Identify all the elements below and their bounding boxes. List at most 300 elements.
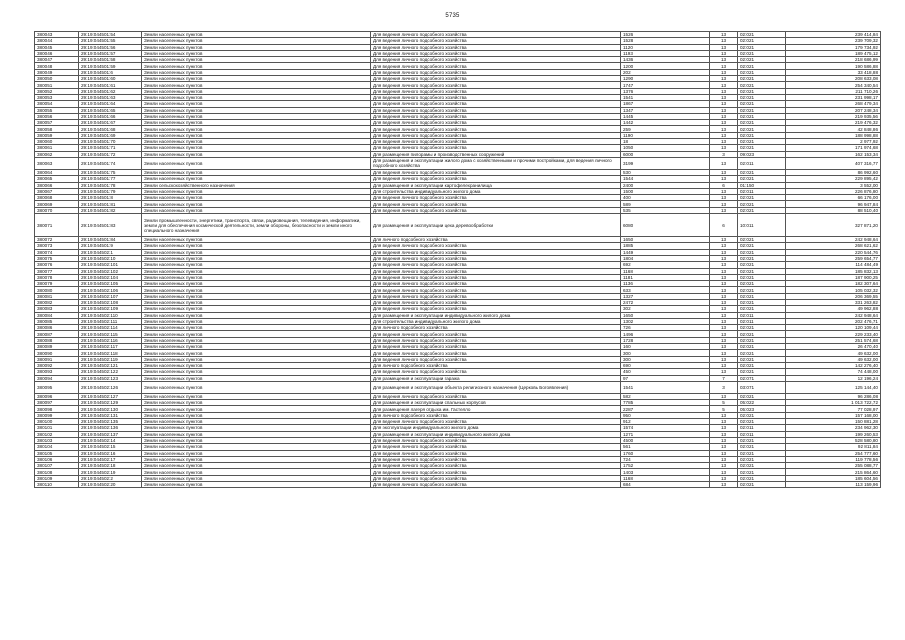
land-category-cell: Земли населенных пунктов bbox=[142, 287, 371, 293]
use-code-cell: 02:021 bbox=[738, 44, 786, 50]
cadastral-number-cell: 29:19:044501:77 bbox=[79, 176, 142, 182]
use-code-cell: 02:021 bbox=[738, 262, 786, 268]
area-cell: 1436 bbox=[621, 57, 710, 63]
table-row bbox=[35, 482, 881, 488]
area-cell: 1728 bbox=[621, 337, 710, 343]
area-cell: 724 bbox=[621, 456, 710, 462]
cadastral-number-cell: 29:19:044501:81 bbox=[79, 201, 142, 207]
area-cell: 535 bbox=[621, 207, 710, 213]
cadastral-value-cell: 142 276,40 bbox=[786, 362, 881, 368]
area-cell: 6000 bbox=[621, 151, 710, 157]
permitted-use-cell: Для личного подсобного хозяйства bbox=[371, 237, 621, 243]
cadastral-value-cell: 114 484,49 bbox=[786, 262, 881, 268]
table-row bbox=[35, 249, 881, 255]
permitted-use-cell: Для ведения личного подсобного хозяйства bbox=[371, 44, 621, 50]
row-number-cell: 380086 bbox=[35, 325, 79, 331]
permitted-use-cell: Для личного подсобного хозяйства bbox=[371, 362, 621, 368]
cadastral-value-cell: 254 340,54 bbox=[786, 82, 881, 88]
table-row bbox=[35, 188, 881, 194]
table-row bbox=[35, 431, 881, 437]
area-cell: 160 bbox=[621, 344, 710, 350]
row-number-cell: 380101 bbox=[35, 425, 79, 431]
use-code-cell: 02:021 bbox=[738, 107, 786, 113]
use-code-cell: 02:011 bbox=[738, 188, 786, 194]
cadastral-number-cell: 29:19:044502:117 bbox=[79, 344, 142, 350]
land-category-cell: Земли населенных пунктов bbox=[142, 243, 371, 249]
area-cell: 1376 bbox=[621, 88, 710, 94]
cadastral-number-cell: 29:19:044501:79 bbox=[79, 188, 142, 194]
group-cell: 13 bbox=[710, 69, 738, 75]
permitted-use-cell: Для ведения личного подсобного хозяйства bbox=[371, 57, 621, 63]
land-category-cell: Земли населенных пунктов bbox=[142, 437, 371, 443]
land-category-cell: Земли населенных пунктов bbox=[142, 331, 371, 337]
cadastral-number-cell: 29:19:044502:110 bbox=[79, 312, 142, 318]
cadastral-value-cell: 229 895,42 bbox=[786, 176, 881, 182]
use-code-cell: 02:021 bbox=[738, 475, 786, 481]
cadastral-number-cell: 29:19:044502:126 bbox=[79, 381, 142, 393]
cadastral-value-cell: 219 476,32 bbox=[786, 120, 881, 126]
land-category-cell: Земли сельскохозяйственного назначения bbox=[142, 182, 371, 188]
cadastral-number-cell: 29:19:044501:61 bbox=[79, 82, 142, 88]
use-code-cell: 05:022 bbox=[738, 400, 786, 406]
land-category-cell: Земли населенных пунктов bbox=[142, 463, 371, 469]
row-number-cell: 380055 bbox=[35, 107, 79, 113]
cadastral-value-cell: 88 510,40 bbox=[786, 207, 881, 213]
permitted-use-cell: Для размещения и эксплуатации спальных корпусов bbox=[371, 400, 621, 406]
area-cell: 1193 bbox=[621, 50, 710, 56]
cadastral-number-cell: 29:19:044501:71 bbox=[79, 145, 142, 151]
land-category-cell: Земли населенных пунктов bbox=[142, 107, 371, 113]
cadastral-value-cell: 188 998,88 bbox=[786, 132, 881, 138]
area-cell: 1302 bbox=[621, 318, 710, 324]
land-category-cell: Земли населенных пунктов bbox=[142, 456, 371, 462]
table-row bbox=[35, 318, 881, 324]
use-code-cell: 02:011 bbox=[738, 431, 786, 437]
use-code-cell: 02:021 bbox=[738, 88, 786, 94]
use-code-cell: 02:021 bbox=[738, 412, 786, 418]
permitted-use-cell: Для ведения личного подсобного хозяйства bbox=[371, 126, 621, 132]
land-category-cell: Земли населенных пунктов bbox=[142, 176, 371, 182]
table-row bbox=[35, 369, 881, 375]
group-cell: 3 bbox=[710, 151, 738, 157]
use-code-cell: 02:021 bbox=[738, 139, 786, 145]
area-cell: 1449 bbox=[621, 249, 710, 255]
cadastral-number-cell: 29:19:044502:135 bbox=[79, 419, 142, 425]
permitted-use-cell: Для ведения личного подсобного хозяйства bbox=[371, 337, 621, 343]
land-category-cell: Земли промышленности, энергетики, транспорта, связи, радиовещания, телевидения, информатики, земли для обеспечения космической деятельности, земли обороны, безопасности и земли иного специального назначения bbox=[142, 214, 371, 237]
row-number-cell: 380102 bbox=[35, 431, 79, 437]
cadastral-value-cell: 113 159,96 bbox=[786, 482, 881, 488]
row-number-cell: 380080 bbox=[35, 287, 79, 293]
use-code-cell: 02:011 bbox=[738, 425, 786, 431]
row-number-cell: 380106 bbox=[35, 456, 79, 462]
group-cell: 13 bbox=[710, 88, 738, 94]
land-category-cell: Земли населенных пунктов bbox=[142, 120, 371, 126]
cadastral-number-cell: 29:19:044502:14 bbox=[79, 437, 142, 443]
cadastral-number-cell: 29:19:044502:1 bbox=[79, 249, 142, 255]
area-cell: 950 bbox=[621, 412, 710, 418]
land-category-cell: Земли населенных пунктов bbox=[142, 94, 371, 100]
group-cell: 13 bbox=[710, 306, 738, 312]
permitted-use-cell: Для ведения личного подсобного хозяйства bbox=[371, 63, 621, 69]
group-cell: 13 bbox=[710, 318, 738, 324]
cadastral-number-cell: 29:19:044502:16 bbox=[79, 450, 142, 456]
table-row bbox=[35, 425, 881, 431]
use-code-cell: 02:021 bbox=[738, 337, 786, 343]
use-code-cell: 02:021 bbox=[738, 201, 786, 207]
use-code-cell: 02:021 bbox=[738, 57, 786, 63]
use-code-cell: 02:021 bbox=[738, 120, 786, 126]
cadastral-value-cell: 234 962,30 bbox=[786, 425, 881, 431]
group-cell: 13 bbox=[710, 176, 738, 182]
group-cell: 13 bbox=[710, 76, 738, 82]
permitted-use-cell: Для ведения личного подсобного хозяйства bbox=[371, 331, 621, 337]
permitted-use-cell: Для ведения личного подсобного хозяйства bbox=[371, 50, 621, 56]
table-row bbox=[35, 337, 881, 343]
land-category-cell: Земли населенных пунктов bbox=[142, 293, 371, 299]
cadastral-value-cell: 12 196,24 bbox=[786, 375, 881, 381]
table-row bbox=[35, 393, 881, 399]
row-number-cell: 380087 bbox=[35, 331, 79, 337]
land-category-cell: Земли населенных пунктов bbox=[142, 412, 371, 418]
row-number-cell: 380078 bbox=[35, 274, 79, 280]
cadastral-number-cell: 29:19:044502:107 bbox=[79, 293, 142, 299]
cadastral-number-cell: 29:19:044502:102 bbox=[79, 268, 142, 274]
table-row bbox=[35, 444, 881, 450]
land-category-cell: Земли населенных пунктов bbox=[142, 195, 371, 201]
permitted-use-cell: Для размещения и эксплуатации гаража bbox=[371, 375, 621, 381]
row-number-cell: 380063 bbox=[35, 157, 79, 169]
land-category-cell: Земли населенных пунктов bbox=[142, 469, 371, 475]
cadastral-value-cell: 219 935,56 bbox=[786, 113, 881, 119]
use-code-cell: 02:021 bbox=[738, 482, 786, 488]
group-cell: 13 bbox=[710, 101, 738, 107]
group-cell: 13 bbox=[710, 207, 738, 213]
use-code-cell: 02:021 bbox=[738, 76, 786, 82]
permitted-use-cell: Для ведения личного подсобного хозяйства bbox=[371, 113, 621, 119]
permitted-use-cell: Для ведения личного подсобного хозяйства bbox=[371, 255, 621, 261]
cadastral-number-cell: 29:19:044501:67 bbox=[79, 120, 142, 126]
permitted-use-cell: Для ведения личного подсобного хозяйства bbox=[371, 287, 621, 293]
row-number-cell: 380079 bbox=[35, 281, 79, 287]
cadastral-value-cell: 407 316,77 bbox=[786, 157, 881, 169]
permitted-use-cell: Для размещения лагеря отдыха им. Гастелло bbox=[371, 406, 621, 412]
group-cell: 13 bbox=[710, 469, 738, 475]
area-cell: 1528 bbox=[621, 38, 710, 44]
area-cell: 1747 bbox=[621, 82, 710, 88]
permitted-use-cell: Для ведения личного подсобного хозяйства bbox=[371, 201, 621, 207]
row-number-cell: 380099 bbox=[35, 412, 79, 418]
row-number-cell: 380061 bbox=[35, 145, 79, 151]
row-number-cell: 380074 bbox=[35, 249, 79, 255]
use-code-cell: 02:021 bbox=[738, 132, 786, 138]
use-code-cell: 02:021 bbox=[738, 362, 786, 368]
cadastral-number-cell: 29:19:044502:19 bbox=[79, 469, 142, 475]
row-number-cell: 380069 bbox=[35, 201, 79, 207]
area-cell: 2287 bbox=[621, 406, 710, 412]
use-code-cell: 02:021 bbox=[738, 456, 786, 462]
cadastral-number-cell: 29:19:044502:2 bbox=[79, 475, 142, 481]
group-cell: 5 bbox=[710, 406, 738, 412]
permitted-use-cell: Для ведения личного подсобного хозяйства bbox=[371, 94, 621, 100]
use-code-cell: 02:021 bbox=[738, 243, 786, 249]
land-category-cell: Земли населенных пунктов bbox=[142, 268, 371, 274]
cadastral-number-cell: 29:19:044501:58 bbox=[79, 57, 142, 63]
area-cell: 1500 bbox=[621, 188, 710, 194]
area-cell: 400 bbox=[621, 195, 710, 201]
cadastral-number-cell: 29:19:044501:74 bbox=[79, 157, 142, 169]
table-row bbox=[35, 38, 881, 44]
cadastral-value-cell: 74 448,00 bbox=[786, 369, 881, 375]
cadastral-number-cell: 29:19:044502:137 bbox=[79, 431, 142, 437]
page-number: 5735 bbox=[445, 13, 460, 19]
group-cell: 13 bbox=[710, 195, 738, 201]
permitted-use-cell: Для ведения личного подсобного хозяйства bbox=[371, 169, 621, 175]
table-row bbox=[35, 299, 881, 305]
use-code-cell: 02:021 bbox=[738, 255, 786, 261]
use-code-cell: 02:021 bbox=[738, 249, 786, 255]
land-category-cell: Земли населенных пунктов bbox=[142, 425, 371, 431]
table-row bbox=[35, 113, 881, 119]
area-cell: 1867 bbox=[621, 101, 710, 107]
cadastral-number-cell: 29:19:044501:59 bbox=[79, 63, 142, 69]
cadastral-value-cell: 239 414,84 bbox=[786, 32, 881, 38]
cadastral-number-cell: 29:19:044502:127 bbox=[79, 393, 142, 399]
cadastral-number-cell: 29:19:044502:15 bbox=[79, 444, 142, 450]
row-number-cell: 380085 bbox=[35, 318, 79, 324]
group-cell: 13 bbox=[710, 431, 738, 437]
row-number-cell: 380081 bbox=[35, 293, 79, 299]
table-row bbox=[35, 437, 881, 443]
permitted-use-cell: Для ведения личного подсобного хозяйства bbox=[371, 350, 621, 356]
permitted-use-cell: Для ведения личного подсобного хозяйства bbox=[371, 437, 621, 443]
row-number-cell: 380050 bbox=[35, 76, 79, 82]
land-category-cell: Земли населенных пунктов bbox=[142, 318, 371, 324]
row-number-cell: 380110 bbox=[35, 482, 79, 488]
cadastral-value-cell: 242 948,64 bbox=[786, 237, 881, 243]
cadastral-value-cell: 208 633,08 bbox=[786, 76, 881, 82]
row-number-cell: 380062 bbox=[35, 151, 79, 157]
cadastral-value-cell: 268 621,62 bbox=[786, 243, 881, 249]
cadastral-number-cell: 29:19:044501:57 bbox=[79, 50, 142, 56]
cadastral-value-cell: 86 992,60 bbox=[786, 169, 881, 175]
row-number-cell: 380057 bbox=[35, 120, 79, 126]
group-cell: 13 bbox=[710, 249, 738, 255]
land-category-cell: Земли населенных пунктов bbox=[142, 32, 371, 38]
use-code-cell: 02:071 bbox=[738, 375, 786, 381]
land-category-cell: Земли населенных пунктов bbox=[142, 82, 371, 88]
row-number-cell: 380064 bbox=[35, 169, 79, 175]
row-number-cell: 380075 bbox=[35, 255, 79, 261]
land-category-cell: Земли населенных пунктов bbox=[142, 50, 371, 56]
use-code-cell: 02:021 bbox=[738, 82, 786, 88]
cadastral-value-cell: 162 153,34 bbox=[786, 151, 881, 157]
row-number-cell: 380072 bbox=[35, 237, 79, 243]
area-cell: 300 bbox=[621, 356, 710, 362]
table-row bbox=[35, 331, 881, 337]
land-category-cell: Земли населенных пунктов bbox=[142, 169, 371, 175]
table-row bbox=[35, 375, 881, 381]
table-row bbox=[35, 76, 881, 82]
group-cell: 13 bbox=[710, 274, 738, 280]
use-code-cell: 02:021 bbox=[738, 169, 786, 175]
table-row bbox=[35, 469, 881, 475]
land-category-cell: Земли населенных пунктов bbox=[142, 369, 371, 375]
table-row bbox=[35, 381, 881, 393]
cadastral-value-table bbox=[34, 31, 881, 488]
table-row bbox=[35, 107, 881, 113]
permitted-use-cell: Для ведения личного подсобного хозяйства bbox=[371, 475, 621, 481]
area-cell: 1544 bbox=[621, 176, 710, 182]
cadastral-value-cell: 185 604,56 bbox=[786, 475, 881, 481]
cadastral-number-cell: 29:19:044502:104 bbox=[79, 274, 142, 280]
use-code-cell: 02:021 bbox=[738, 469, 786, 475]
cadastral-number-cell: 29:19:044501:75 bbox=[79, 169, 142, 175]
cadastral-value-cell: 26 470,40 bbox=[786, 344, 881, 350]
cadastral-value-cell: 251 574,68 bbox=[786, 337, 881, 343]
cadastral-value-cell: 66 176,00 bbox=[786, 195, 881, 201]
permitted-use-cell: Для ведения личного подсобного хозяйства bbox=[371, 69, 621, 75]
group-cell: 6 bbox=[710, 182, 738, 188]
use-code-cell: 02:021 bbox=[738, 437, 786, 443]
group-cell: 13 bbox=[710, 38, 738, 44]
area-cell: 692 bbox=[621, 262, 710, 268]
land-category-cell: Земли населенных пунктов bbox=[142, 393, 371, 399]
cadastral-value-cell: 96 947,84 bbox=[786, 201, 881, 207]
group-cell: 13 bbox=[710, 369, 738, 375]
table-row bbox=[35, 126, 881, 132]
cadastral-value-cell: 207 248,34 bbox=[786, 107, 881, 113]
row-number-cell: 380105 bbox=[35, 450, 79, 456]
permitted-use-cell: Для ведения личного подсобного хозяйства bbox=[371, 32, 621, 38]
land-category-cell: Земли населенных пунктов bbox=[142, 274, 371, 280]
permitted-use-cell: Для ведения личного подсобного хозяйства bbox=[371, 195, 621, 201]
use-code-cell: 02:021 bbox=[738, 293, 786, 299]
group-cell: 13 bbox=[710, 287, 738, 293]
area-cell: 1290 bbox=[621, 76, 710, 82]
use-code-cell: 02:021 bbox=[738, 325, 786, 331]
cadastral-value-cell: 42 848,86 bbox=[786, 126, 881, 132]
permitted-use-cell: Для ведения личного подсобного хозяйства bbox=[371, 293, 621, 299]
land-category-cell: Земли населенных пунктов bbox=[142, 431, 371, 437]
permitted-use-cell: Для ведения личного подсобного хозяйства bbox=[371, 456, 621, 462]
table-row bbox=[35, 176, 881, 182]
row-number-cell: 380056 bbox=[35, 113, 79, 119]
area-cell: 1181 bbox=[621, 274, 710, 280]
row-number-cell: 380089 bbox=[35, 344, 79, 350]
cadastral-value-cell: 226 876,80 bbox=[786, 188, 881, 194]
group-cell: 13 bbox=[710, 237, 738, 243]
use-code-cell: 09:023 bbox=[738, 151, 786, 157]
table-row bbox=[35, 406, 881, 412]
permitted-use-cell: Для ведения личного подсобного хозяйства bbox=[371, 249, 621, 255]
area-cell: 1885 bbox=[621, 243, 710, 249]
area-cell: 2400 bbox=[621, 182, 710, 188]
cadastral-value-cell: 157 168,00 bbox=[786, 412, 881, 418]
table-row bbox=[35, 195, 881, 201]
table-row bbox=[35, 132, 881, 138]
group-cell: 5 bbox=[710, 400, 738, 406]
area-cell: 1120 bbox=[621, 44, 710, 50]
table-row bbox=[35, 207, 881, 213]
cadastral-number-cell: 29:19:044501:82 bbox=[79, 207, 142, 213]
cadastral-value-cell: 49 632,00 bbox=[786, 350, 881, 356]
land-category-cell: Земли населенных пунктов bbox=[142, 255, 371, 261]
permitted-use-cell: Для размещения и эксплуатации жилого дома с хозяйственными и прочими постройками, для ведения личного подсобного хозяйства bbox=[371, 157, 621, 169]
use-code-cell: 02:021 bbox=[738, 145, 786, 151]
permitted-use-cell: Для ведения личного подсобного хозяйства bbox=[371, 207, 621, 213]
land-category-cell: Земли населенных пунктов bbox=[142, 157, 371, 169]
cadastral-value-cell: 150 881,28 bbox=[786, 419, 881, 425]
permitted-use-cell: Для ведения личного подсобного хозяйства bbox=[371, 369, 621, 375]
table-row bbox=[35, 262, 881, 268]
land-category-cell: Земли населенных пунктов bbox=[142, 312, 371, 318]
cadastral-number-cell: 29:19:044501:84 bbox=[79, 237, 142, 243]
cadastral-number-cell: 29:19:044501:65 bbox=[79, 107, 142, 113]
group-cell: 13 bbox=[710, 419, 738, 425]
land-category-cell: Земли населенных пунктов bbox=[142, 362, 371, 368]
cadastral-value-cell: 33 418,88 bbox=[786, 69, 881, 75]
permitted-use-cell: Для ведения личного подсобного хозяйства bbox=[371, 463, 621, 469]
table-row bbox=[35, 255, 881, 261]
row-number-cell: 380091 bbox=[35, 356, 79, 362]
area-cell: 1650 bbox=[621, 312, 710, 318]
group-cell: 13 bbox=[710, 337, 738, 343]
cadastral-number-cell: 29:19:044501:70 bbox=[79, 139, 142, 145]
group-cell: 13 bbox=[710, 145, 738, 151]
area-cell: 1541 bbox=[621, 94, 710, 100]
cadastral-number-cell: 29:19:044501:64 bbox=[79, 101, 142, 107]
land-category-cell: Земли населенных пунктов bbox=[142, 325, 371, 331]
group-cell: 13 bbox=[710, 437, 738, 443]
table-row bbox=[35, 145, 881, 151]
row-number-cell: 380104 bbox=[35, 444, 79, 450]
cadastral-value-cell: 190 586,88 bbox=[786, 63, 881, 69]
table-row bbox=[35, 169, 881, 175]
permitted-use-cell: Для размещения и эксплуатации объекта религиозного назначения (Церковь Богоявления) bbox=[371, 381, 621, 393]
permitted-use-cell: Для ведения личного подсобного хозяйства bbox=[371, 281, 621, 287]
table-row bbox=[35, 69, 881, 75]
table-row bbox=[35, 101, 881, 107]
cadastral-number-cell: 29:19:044502:106 bbox=[79, 287, 142, 293]
row-number-cell: 380076 bbox=[35, 262, 79, 268]
cadastral-number-cell: 29:19:044501:6 bbox=[79, 69, 142, 75]
row-number-cell: 380058 bbox=[35, 126, 79, 132]
row-number-cell: 380053 bbox=[35, 94, 79, 100]
group-cell: 13 bbox=[710, 450, 738, 456]
cadastral-number-cell: 29:19:044501:62 bbox=[79, 88, 142, 94]
table-row bbox=[35, 475, 881, 481]
area-cell: 1541 bbox=[621, 381, 710, 393]
land-category-cell: Земли населенных пунктов bbox=[142, 145, 371, 151]
group-cell: 13 bbox=[710, 475, 738, 481]
land-category-cell: Земли населенных пунктов bbox=[142, 201, 371, 207]
group-cell: 13 bbox=[710, 412, 738, 418]
table-row bbox=[35, 356, 881, 362]
use-code-cell: 02:021 bbox=[738, 237, 786, 243]
cadastral-number-cell: 29:19:044501:66 bbox=[79, 113, 142, 119]
row-number-cell: 380043 bbox=[35, 32, 79, 38]
table-row bbox=[35, 274, 881, 280]
permitted-use-cell: Для ведения личного подсобного хозяйства bbox=[371, 444, 621, 450]
cadastral-value-cell: 120 109,44 bbox=[786, 325, 881, 331]
permitted-use-cell: Для размещения и эксплуатации цеха деревообработки bbox=[371, 214, 621, 237]
group-cell: 13 bbox=[710, 201, 738, 207]
permitted-use-cell: Для личного подсобного хозяйства bbox=[371, 412, 621, 418]
cadastral-value-cell: 92 811,84 bbox=[786, 444, 881, 450]
land-category-cell: Земли населенных пунктов bbox=[142, 57, 371, 63]
cadastral-value-cell: 2 977,92 bbox=[786, 139, 881, 145]
